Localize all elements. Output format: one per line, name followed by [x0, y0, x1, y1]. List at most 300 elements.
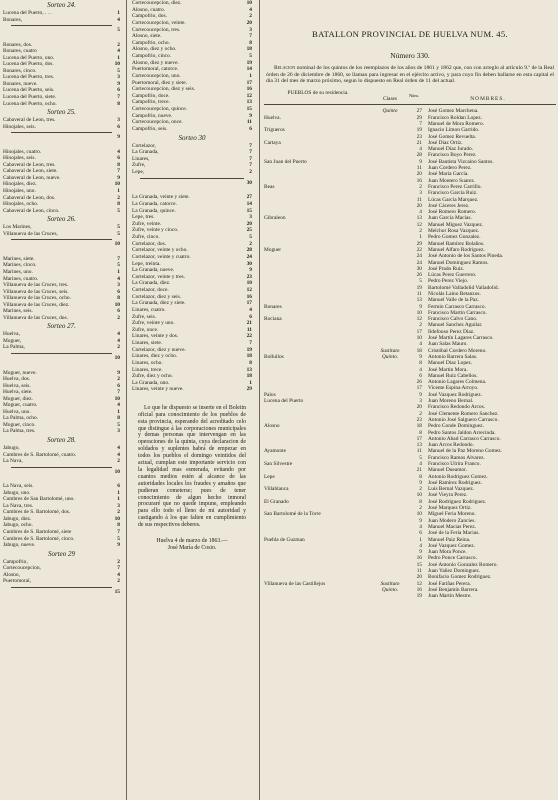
list-item [132, 234, 252, 241]
entry-number: 9 [249, 112, 252, 119]
recruit-number: 10 [416, 511, 422, 518]
recruit-name: José Prado Ruiz. [428, 265, 465, 272]
entry-label: Jabugo, [3, 444, 20, 451]
recruit-name: Luis Bernal Vazquez. [428, 486, 475, 493]
total-rule [11, 353, 112, 354]
entry-label: Campofrio, doce. [132, 92, 170, 99]
recruit-name: José de la Feria Macias. [428, 530, 480, 537]
entry-label: Bonares, nueve. [3, 80, 38, 87]
entry-label: Marines, uno. [3, 268, 33, 275]
entry-label: La Palma, tres. [3, 428, 36, 435]
list-item [132, 287, 252, 294]
entry-number: 10 [114, 515, 120, 522]
entry-number: 4 [117, 275, 120, 282]
recruit-name: Bonifacio Gomez Rodriguez. [428, 574, 492, 581]
entry-label: Cortecoucepcion, veinte. [132, 19, 186, 26]
entry-number: 4 [117, 444, 120, 451]
entry-label: Lepe, treinta. [132, 260, 161, 267]
entry-number: 3 [117, 428, 120, 435]
recruit-name: José Vieyra Perez. [428, 492, 468, 499]
entry-number: 15 [114, 588, 120, 595]
recruit-number: 8 [419, 360, 422, 367]
entry-label: Marines, cinco. [3, 262, 37, 269]
list-item [132, 106, 252, 113]
entry-number: 15 [246, 207, 252, 214]
recruit-number: 20 [416, 574, 422, 581]
entry-number: 8 [249, 359, 252, 366]
recruit-town: Villablanca [264, 486, 289, 493]
entry-label: Campofrio, ocho. [132, 39, 170, 46]
spacer [3, 34, 120, 42]
entry-label: Cumbres de S. Bartolomé, siete [3, 529, 72, 535]
recruit-town: Rociana [264, 316, 282, 323]
entry-label: Cumbres de San Bartolomé, uno. [3, 496, 75, 503]
entry-number: 1 [117, 188, 120, 195]
spacer [132, 186, 252, 194]
entry-label: Cortecoucepcion, quince. [132, 106, 187, 112]
list-item [132, 149, 252, 156]
list-item [132, 169, 252, 176]
header-clases: Clases [382, 96, 398, 103]
entry-number: 8 [117, 415, 120, 422]
recruit-town: Huelva. [264, 114, 281, 121]
entry-number: 6 [249, 313, 252, 320]
recruit-town: San Juan del Puerto [264, 158, 307, 165]
entry-label: Alosno, [3, 571, 20, 578]
entry-label: Puertomoral, diez y siete. [132, 79, 187, 86]
entry-number: 4 [117, 16, 120, 23]
recruit-name: Ildefonso Perez Diaz. [428, 328, 475, 335]
total-rule [11, 132, 112, 133]
recruit-number: 13 [416, 215, 422, 222]
entry-number: 3 [249, 214, 252, 221]
sorteo-heading: Sorteo 25. [47, 108, 76, 117]
entry-number: 5 [117, 27, 120, 34]
recruit-name: Francisco Perez Carrillo. [428, 183, 482, 190]
list-item [132, 294, 252, 301]
entry-number: 2 [117, 194, 120, 201]
recruit-number: 15 [416, 561, 422, 568]
list-item [132, 201, 252, 208]
entry-number: 6 [117, 87, 120, 94]
list-item [132, 320, 252, 327]
recruit-name: Juan Cordero Perez. [428, 165, 472, 172]
entry-number: 4 [117, 331, 120, 338]
entry-number: 5 [117, 230, 120, 237]
recruit-class: Sustituto [380, 580, 400, 587]
list-item [132, 119, 252, 126]
battalion-list-column [264, 0, 556, 800]
recruit-name: José Vazquez Gomez. [428, 542, 476, 549]
spacer [3, 475, 120, 483]
entry-number: 2 [117, 41, 120, 48]
list-item [132, 353, 252, 360]
spacer [3, 362, 120, 370]
entry-label: Lucena del Puerto, tres. [3, 74, 55, 81]
recruit-number: 19 [416, 127, 422, 134]
recruit-number: 26 [416, 272, 422, 279]
entry-label: La Nava, seis. [3, 483, 34, 490]
sorteo-heading: Sorteo 26. [47, 215, 76, 224]
recruit-name: Manuel Sanchez Aguilar. [428, 322, 483, 329]
recruit-number: 29 [416, 240, 422, 247]
entry-label: Zufre, diez y ocho. [132, 373, 173, 380]
sorteo-heading: Sorteo 30 [178, 133, 206, 142]
entry-number: 2 [249, 169, 252, 175]
entry-label: Linares, trece. [132, 366, 163, 373]
recruit-number: 2 [419, 486, 422, 493]
recruit-number: 11 [416, 448, 422, 455]
entry-number: 10 [114, 181, 120, 188]
recruit-number: 3 [419, 398, 422, 405]
entry-number: 6 [249, 125, 252, 132]
recruit-name: José Fariñas Perera. [428, 580, 471, 587]
entry-label: Zufre, cinco. [132, 234, 160, 240]
entry-number: 13 [246, 99, 252, 106]
list-item [132, 194, 252, 201]
recruit-name: José Gomez Revuelta. [428, 133, 477, 140]
entry-label: La Granada, [132, 149, 159, 156]
entry-number: 7 [249, 162, 252, 169]
recruit-name: Antonio Barrera Salas. [428, 353, 478, 360]
spacer [3, 248, 120, 256]
entry-number: 1 [249, 379, 252, 386]
list-item [132, 73, 252, 80]
entry-label: Cortecoucepcion, tres. [132, 26, 181, 33]
entry-number: 20 [246, 220, 252, 227]
entry-number: 6 [117, 123, 120, 130]
recruit-name: Juan García Macías. [428, 215, 472, 222]
recruit-name: José Antonio de los Santos Pineda. [428, 253, 504, 260]
entry-number: 8 [117, 161, 120, 168]
recruit-town: Moguer [264, 246, 282, 253]
entry-number: 9 [117, 542, 120, 549]
recruit-table [264, 108, 556, 599]
recruit-name: José Ramírez Rodriguez. [428, 479, 483, 486]
entry-number: 10 [114, 354, 120, 361]
recruit-number: 18 [416, 423, 422, 430]
column-divider [259, 0, 260, 800]
entry-number: 13 [246, 366, 252, 373]
entry-label: Linares, [132, 155, 150, 162]
entry-label: Cabaveral de Leon, tres. [3, 117, 56, 124]
entry-number: 7 [117, 94, 120, 101]
entry-number: 5 [117, 262, 120, 269]
recruit-number: 9 [419, 303, 422, 310]
recruit-number: 9 [419, 391, 422, 398]
recruit-name: Pedro Ponce Carrasco. [428, 555, 477, 562]
entry-number: 2 [117, 314, 120, 321]
recruit-town: Ayamonte [264, 448, 286, 455]
recruit-name: Juan Moreno Bernal. [428, 398, 474, 405]
list-item [132, 261, 252, 268]
recruit-town: Lepe [264, 473, 275, 480]
recruit-number: 4 [419, 146, 422, 153]
recruit-town: San Bartolomé de la Torre [264, 511, 321, 518]
recruit-town: Gibraleon [264, 215, 286, 222]
recruit-name: José Antonio Gonzalez Romero. [428, 561, 498, 568]
recruit-number: 2 [419, 322, 422, 329]
entry-number: 7 [249, 142, 252, 149]
recruit-class: Sustituto [380, 347, 400, 354]
entry-number: 18 [246, 46, 252, 53]
entry-label: Huelva, uno. [3, 408, 31, 415]
recruit-name: Antonio Abad Carrasco Carrasco. [428, 435, 501, 442]
draw-list-column-2 [132, 0, 252, 800]
recruit-town: Bonares [264, 303, 282, 310]
list-item [132, 86, 252, 93]
list-item [132, 53, 252, 60]
recruit-name: Francisco Roldan Lopez. [428, 114, 483, 121]
entry-label: Cabaveral de Leon, cinco. [3, 207, 60, 214]
recruit-number: 9 [419, 353, 422, 360]
list-item [132, 360, 252, 367]
entry-number: 5 [117, 224, 120, 231]
entry-number: 10 [246, 0, 252, 6]
recruit-number: 2 [419, 183, 422, 190]
recruit-number: 4 [419, 209, 422, 216]
entry-number: 6 [117, 155, 120, 162]
entry-number: 4 [117, 451, 120, 458]
recruit-name: Manuel Macias Perez. [428, 523, 477, 530]
list-item [3, 458, 120, 465]
list-item [132, 274, 252, 281]
recruit-name: Juan Martin Mestre. [428, 593, 472, 600]
entry-number: 2 [117, 509, 120, 516]
recruit-name: Manuel de Mora Romero. [428, 120, 484, 127]
recruit-name: Manuel Valle de la Paz. [428, 297, 479, 304]
list-item [132, 340, 252, 347]
recruit-number: 10 [416, 335, 422, 342]
entry-number: 14 [246, 66, 252, 73]
entry-number: 1 [249, 72, 252, 79]
list-item [132, 227, 252, 234]
entry-label: Linares, veinte y nueve. [132, 386, 184, 393]
entry-number: 11 [246, 119, 252, 126]
entry-label: Alosno, diez y ocho. [132, 46, 177, 53]
notice-date: Huelva 4 de marzo de 1863.— [156, 537, 228, 544]
entry-label: Alosno, cuatro. [132, 6, 166, 13]
recruit-name: Lúcas Perez Guerrero. [428, 272, 477, 279]
recruit-name: Manuel Miguez Vazquez. [428, 221, 484, 228]
entry-label: Lucena del Puerto, dos. [3, 61, 54, 68]
entry-label: Hinojales, seis. [3, 155, 36, 162]
recruit-number: 22 [416, 246, 422, 253]
recruit-number: 2 [419, 505, 422, 512]
recruit-number: 1 [419, 234, 422, 241]
list-item [132, 156, 252, 163]
entry-label: Bonares, cuatro [3, 48, 37, 55]
notice-number: Número 330. [390, 51, 430, 60]
entry-number: 24 [246, 253, 252, 260]
entry-label: Cabaveral de Leon, tres. [3, 161, 56, 168]
entry-label: La Granada, catorce. [132, 200, 177, 207]
recruit-number: 18 [416, 347, 422, 354]
entry-number: 3 [249, 26, 252, 33]
intro-lead: Relacion [274, 65, 296, 71]
recruit-number: 12 [416, 580, 422, 587]
list-item [3, 17, 120, 24]
entry-number: 30 [246, 260, 252, 267]
entry-number: 4 [117, 402, 120, 409]
total-row [132, 180, 252, 187]
entry-label: Campofrio, trece. [132, 99, 170, 106]
entry-number: 29 [246, 386, 252, 393]
entry-number: 2 [117, 344, 120, 351]
recruit-number: 6 [419, 530, 422, 537]
entry-label: Cabaveral de Leon, siete. [3, 168, 58, 175]
entry-number: 7 [249, 340, 252, 346]
list-item [132, 241, 252, 248]
recruit-town: Trigueros [264, 127, 285, 134]
recruit-name: Cristóbal Cordero Moreno. [428, 347, 487, 354]
recruit-name: José Romero Romero. [428, 209, 477, 216]
list-item [132, 280, 252, 287]
recruit-town [264, 593, 372, 599]
recruit-name: Juan Montero Suarez. [428, 177, 476, 184]
entry-number: 9 [117, 369, 120, 376]
list-item [132, 300, 252, 307]
recruit-name: Melchor Rosa Vazquez. [428, 228, 480, 235]
header-nombres: NOMBRES. [470, 96, 506, 103]
recruit-class [372, 593, 408, 599]
recruit-name: Manuel Ruiz Cabellos. [428, 372, 478, 379]
recruit-number: 21 [416, 467, 422, 474]
entry-label: Cumbres de S. Bartolomé, dos. [3, 509, 71, 516]
entry-label: La Palma, ocho. [3, 415, 39, 422]
spacer [3, 141, 120, 149]
entry-label: Cabaveral de Leon, nueve. [3, 174, 61, 181]
recruit-number: 17 [416, 435, 422, 442]
entry-number: 4 [117, 48, 120, 55]
recruit-number: 2 [419, 228, 422, 235]
total-rule [11, 25, 112, 26]
sorteo-heading: Sorteo 24. [47, 1, 76, 9]
entry-label: Jabugo, ocho. [3, 522, 33, 529]
entry-number: 2 [117, 376, 120, 383]
recruit-number: 29 [416, 114, 422, 121]
entry-label: Cortelazor, diez y seis. [132, 293, 182, 300]
recruit-town: Beas [264, 183, 275, 190]
recruit-number: 4 [419, 523, 422, 530]
entry-number: 9 [249, 267, 252, 274]
entry-number: 18 [246, 353, 252, 360]
entry-label: Hinojales, cuatro. [3, 148, 42, 155]
entry-number: 14 [246, 200, 252, 207]
entry-label: Jabugo, diez. [3, 515, 32, 522]
entry-label: La Nava, tres. [3, 502, 34, 509]
recruit-number: 4 [419, 341, 422, 348]
list-item [3, 231, 120, 238]
recruit-name: Francisco Martin Carrasco. [428, 309, 487, 316]
list-item [132, 162, 252, 169]
entry-label: Huelva, seis. [3, 382, 31, 389]
recruit-number: 27 [416, 108, 422, 115]
entry-label: Cortelazor, dos. [132, 240, 167, 247]
recruit-number: 17 [416, 385, 422, 392]
recruit-number: 5 [419, 278, 422, 285]
entry-number: 10 [114, 468, 120, 475]
entry-label: Cortecoucepcion, diez. [132, 0, 182, 6]
recruit-number: 13 [416, 442, 422, 449]
entry-number: 5 [117, 207, 120, 214]
entry-label: Cortelazor, veinte y tres. [132, 273, 185, 280]
entry-label: Villanueva de las Cruces, seis. [3, 288, 69, 295]
entry-number: 16 [246, 293, 252, 300]
recruit-number: 12 [416, 316, 422, 323]
recruit-number: 4 [419, 366, 422, 373]
list-item [132, 208, 252, 215]
total-rule [11, 587, 112, 588]
entry-label: Zufre, once. [132, 326, 159, 333]
entry-label: Lucena del Puerto, seis. [3, 87, 55, 94]
entry-label: Cortelazor, diez y nueve. [132, 346, 186, 353]
entry-number: 7 [249, 155, 252, 162]
sorteo-heading: Sorteo 27. [47, 322, 76, 331]
entry-label: Villanueva de las Cruces, diez. [3, 301, 70, 308]
recruit-name: José Diaz Ortiz. [428, 139, 463, 146]
list-item [132, 307, 252, 314]
entry-label: Hinojales, seis. [3, 123, 36, 130]
entry-label: Linares, diez y ocho. [132, 353, 178, 360]
recruit-town: Villanueva de las Castillejos [264, 580, 326, 587]
total-rule [11, 239, 112, 240]
entry-label: La Granada, uno. [132, 379, 170, 386]
entry-number: 5 [117, 535, 120, 542]
entry-number: 19 [246, 346, 252, 353]
entry-label: Linares, siete. [132, 340, 163, 346]
entry-number: 7 [117, 168, 120, 175]
recruit-name: Bartolomé Valladolid Valladolid. [428, 284, 499, 291]
entry-number: 4 [117, 148, 120, 155]
entry-label: Huelva, siete. [3, 389, 33, 396]
entry-label: La Granada, diez y siete. [132, 300, 186, 307]
recruit-number: 11 [416, 165, 422, 172]
entry-label: Villanueva de las Cruces, tres. [3, 282, 69, 289]
recruit-name: Juan Arcos Redondo. [428, 442, 474, 449]
intro-paragraph [264, 65, 556, 85]
list-item [132, 327, 252, 334]
total-rule [11, 467, 112, 468]
entry-label: Zufre, veinte. [132, 220, 162, 227]
entry-label: Moguer, diez. [3, 395, 33, 402]
entry-label: Cortelazor, [132, 142, 156, 149]
recruit-name: José Gomez Marchena. [428, 108, 479, 115]
entry-number: 5 [117, 421, 120, 428]
list-item [132, 46, 252, 53]
list-item [132, 386, 252, 393]
entry-number: 17 [246, 79, 252, 86]
entry-label: Cortecoucepcion, once. [132, 119, 183, 126]
entry-label: Zufre, seis. [132, 313, 157, 320]
recruit-number: 16 [416, 177, 422, 184]
recruit-name: Vicente Espina Arroyo. [428, 385, 479, 392]
recruit-number: 5 [419, 454, 422, 461]
entry-number: 8 [117, 522, 120, 529]
recruit-name: José Vazquez Rodriguez. [428, 391, 482, 398]
entry-label: Los Marines, [3, 224, 32, 231]
entry-number: 4 [117, 337, 120, 344]
entry-label: Linares, veinte y dos. [132, 333, 179, 340]
entry-number: 6 [117, 308, 120, 315]
entry-number: 2 [249, 13, 252, 20]
entry-number: 7 [249, 33, 252, 40]
entry-number: 25 [246, 227, 252, 234]
recruit-name: José María García. [428, 171, 469, 178]
list-item [132, 267, 252, 274]
entry-label: Lepe, tres. [132, 214, 155, 221]
entry-number: 1 [117, 489, 120, 496]
